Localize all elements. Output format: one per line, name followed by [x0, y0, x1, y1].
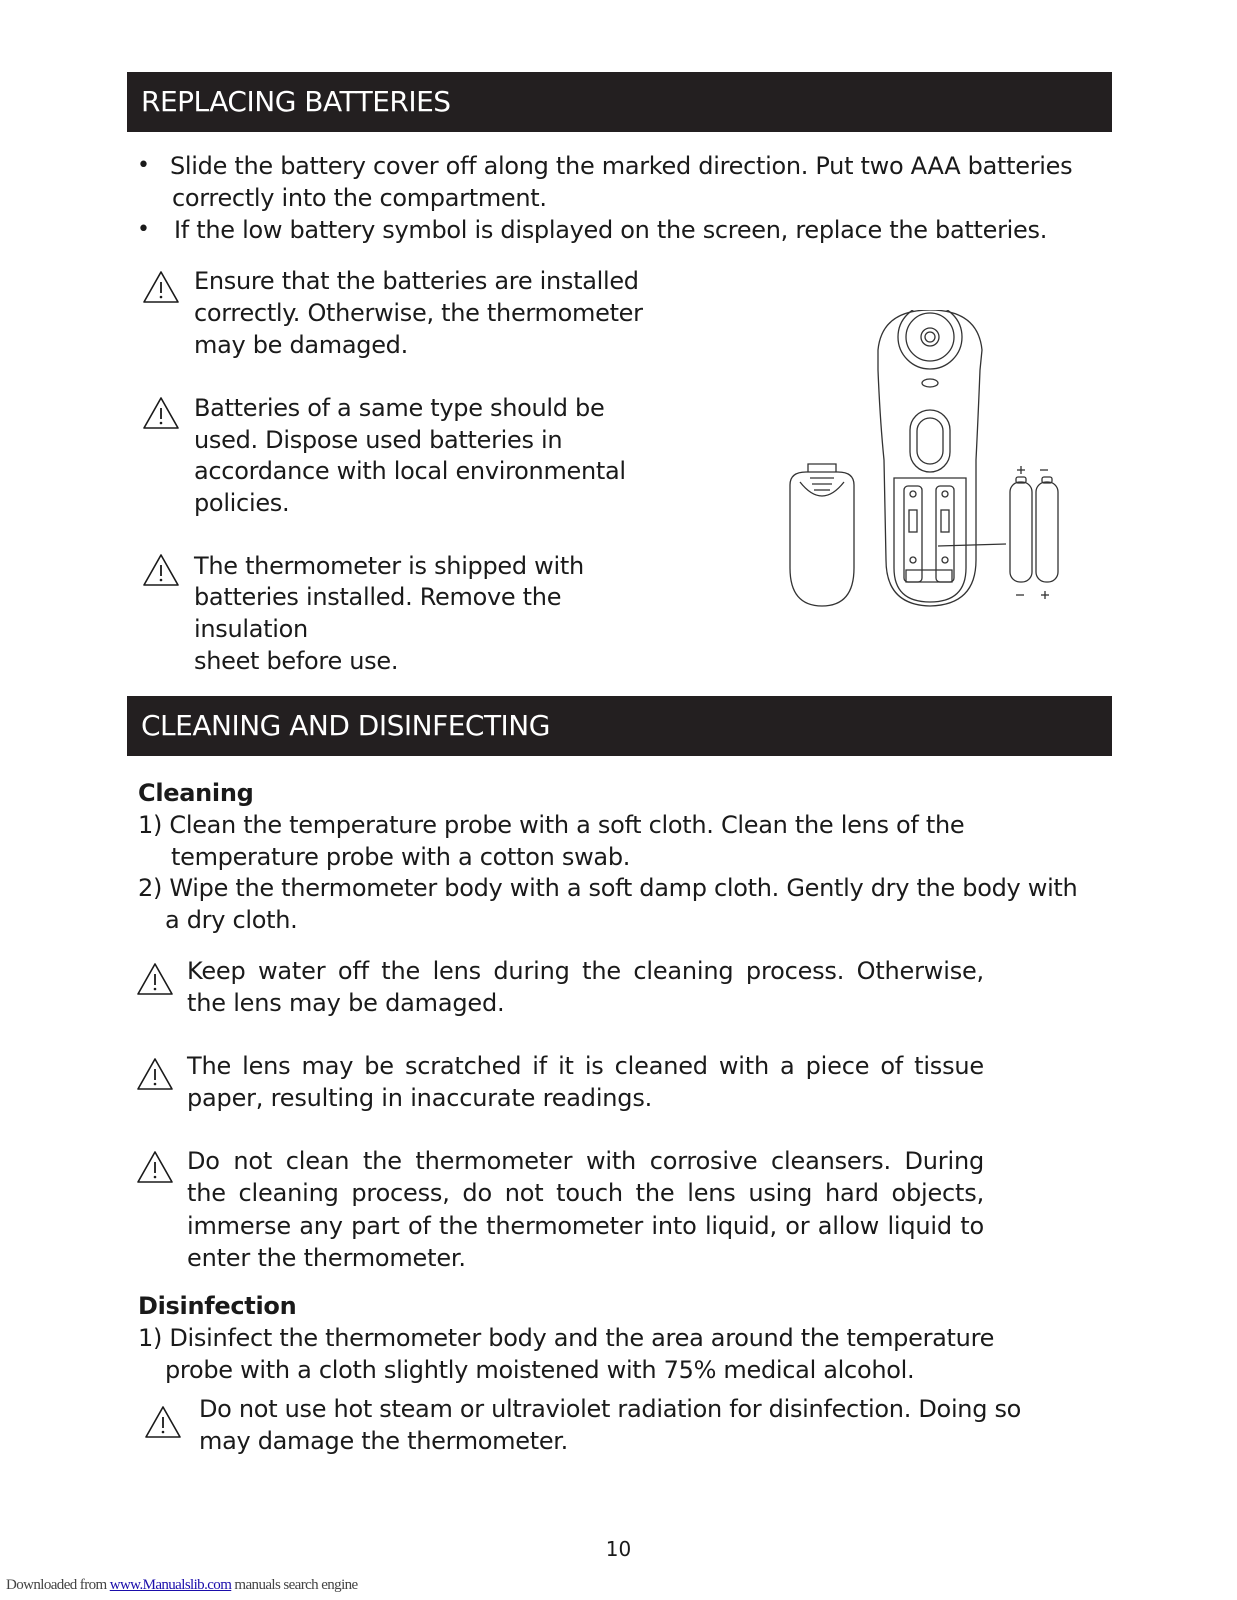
warning-triangle-icon	[142, 396, 182, 432]
bullet-dot: •	[137, 217, 150, 242]
step-text: 1) Disinfect the thermometer body and the area around the temperature	[138, 1324, 995, 1352]
warning-text: sheet before use.	[194, 647, 399, 675]
step-text: 1) Clean the temperature probe with a soft cloth. Clean the lens of the	[138, 811, 965, 839]
warning-text: accordance with local environmental	[194, 457, 626, 485]
warning-text: The lens may be scratched if it is cleaned with a piece of tissue paper, resulting in inaccurate readings.	[187, 1052, 984, 1113]
section-header-cleaning-disinfecting: CLEANING AND DISINFECTING	[127, 696, 1112, 756]
subheading-cleaning: Cleaning	[138, 779, 254, 807]
warning-text: Batteries of a same type should be	[194, 394, 605, 422]
warning-text: used. Dispose used batteries in	[194, 426, 563, 454]
warning-triangle-icon	[144, 1405, 184, 1441]
warning-triangle-icon	[136, 1057, 176, 1093]
warning-text: correctly. Otherwise, the thermometer	[194, 299, 643, 327]
warning-text: The thermometer is shipped with	[194, 552, 584, 580]
subheading-disinfection: Disinfection	[138, 1292, 297, 1320]
bullet-dot: •	[137, 153, 150, 178]
warning-triangle-icon	[136, 962, 176, 998]
warning-text: Do not use hot steam or ultraviolet radiation for disinfection. Doing so	[199, 1395, 1022, 1423]
step-text: 2) Wipe the thermometer body with a soft damp cloth. Gently dry the body with	[138, 874, 1078, 902]
warning-triangle-icon	[142, 270, 182, 306]
bullet-text: correctly into the compartment.	[172, 184, 547, 212]
step-text: probe with a cloth slightly moistened with 75% medical alcohol.	[165, 1356, 915, 1384]
warning-triangle-icon	[142, 553, 182, 589]
download-footer	[6, 1577, 358, 1594]
warning-text: policies.	[194, 489, 290, 517]
warning-triangle-icon	[136, 1150, 176, 1186]
warning-text: may be damaged.	[194, 331, 408, 359]
warning-text: batteries installed. Remove the	[194, 583, 562, 611]
footer-suffix: manuals search engine	[231, 1577, 358, 1593]
warning-text: Keep water off the lens during the cleaning process. Otherwise, the lens may be damaged.	[187, 957, 984, 1018]
section-header-replacing-batteries: REPLACING BATTERIES	[127, 72, 1112, 132]
step-text: a dry cloth.	[165, 906, 298, 934]
warning-text: may damage the thermometer.	[199, 1427, 568, 1455]
bullet-text: Slide the battery cover off along the marked direction. Put two AAA batteries	[170, 152, 1073, 180]
warning-text: Do not clean the thermometer with corrosive cleansers. During the cleaning process, do not touch the lens using hard objects, immerse any part of the thermometer into liquid, or allow liquid to enter the thermometer.	[187, 1147, 984, 1273]
bullet-text: If the low battery symbol is displayed on the screen, replace the batteries.	[174, 216, 1048, 244]
thermometer-battery-illustration	[780, 310, 1090, 625]
step-text: temperature probe with a cotton swab.	[171, 843, 631, 871]
warning-text: Ensure that the batteries are installed	[194, 267, 639, 295]
page-number: 10	[605, 1537, 632, 1561]
warning-text: insulation	[194, 615, 308, 643]
footer-prefix: Downloaded from	[6, 1577, 110, 1593]
manualslib-link[interactable]: www.Manualslib.com	[109, 1577, 232, 1593]
